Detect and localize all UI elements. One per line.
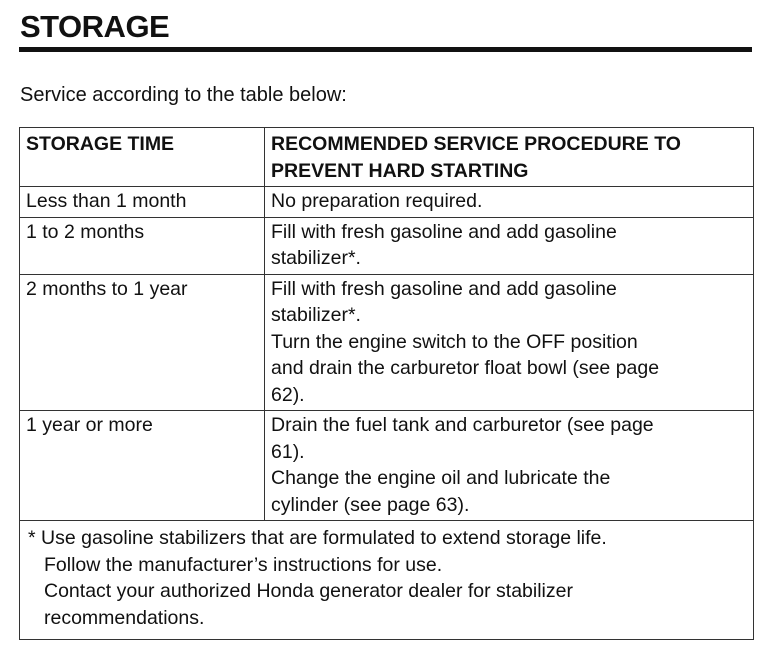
procedure-line: Fill with fresh gasoline and add gasoline [271,220,617,243]
procedure-line: cylinder (see page 63). [271,493,470,516]
procedure-line: Drain the fuel tank and carburetor (see page [271,414,654,436]
procedure-line: No preparation required. [271,190,483,212]
storage-time-cell: 1 year or more [20,411,265,521]
table-row [20,274,754,411]
procedure-cell [265,187,754,218]
header-service-procedure [265,128,754,187]
footnote-line: * Use gasoline stabilizers that are formulated to extend storage life. [28,527,607,549]
header-procedure-line: PREVENT HARD STARTING [271,159,529,182]
storage-time-cell: 2 months to 1 year [20,274,265,411]
procedure-line: and drain the carburetor float bowl (see page [271,357,660,379]
header-procedure-line: RECOMMENDED SERVICE PROCEDURE TO [271,133,681,155]
procedure-line: Change the engine oil and lubricate the [271,467,611,489]
storage-time-cell: 1 to 2 months [20,217,265,274]
storage-table [19,127,754,640]
storage-time-cell: Less than 1 month [20,187,265,218]
procedure-line: Turn the engine switch to the OFF position [271,330,638,353]
table-row [20,217,754,274]
procedure-line: Fill with fresh gasoline and add gasoline [271,277,617,300]
footnote-line: recommendations. [44,606,205,629]
procedure-cell [265,217,754,274]
footnote-line: Follow the manufacturer’s instructions for use. [44,553,443,576]
title-rule [19,47,752,52]
intro-text: Service according to the table below: [20,84,347,106]
table-row [20,187,754,218]
table-header-row [20,128,754,187]
procedure-cell [265,411,754,521]
procedure-line: stabilizer*. [271,304,361,326]
footnote-line: Contact your authorized Honda generator dealer for stabilizer [44,580,573,602]
footnote-cell [20,521,754,640]
procedure-line: 62). [271,383,305,406]
procedure-line: stabilizer*. [271,247,361,269]
page-title: STORAGE [20,9,170,44]
procedure-line: 61). [271,440,305,463]
footnote-row [20,521,754,640]
header-storage-time: STORAGE TIME [20,128,265,187]
procedure-cell [265,274,754,411]
table-row [20,411,754,521]
